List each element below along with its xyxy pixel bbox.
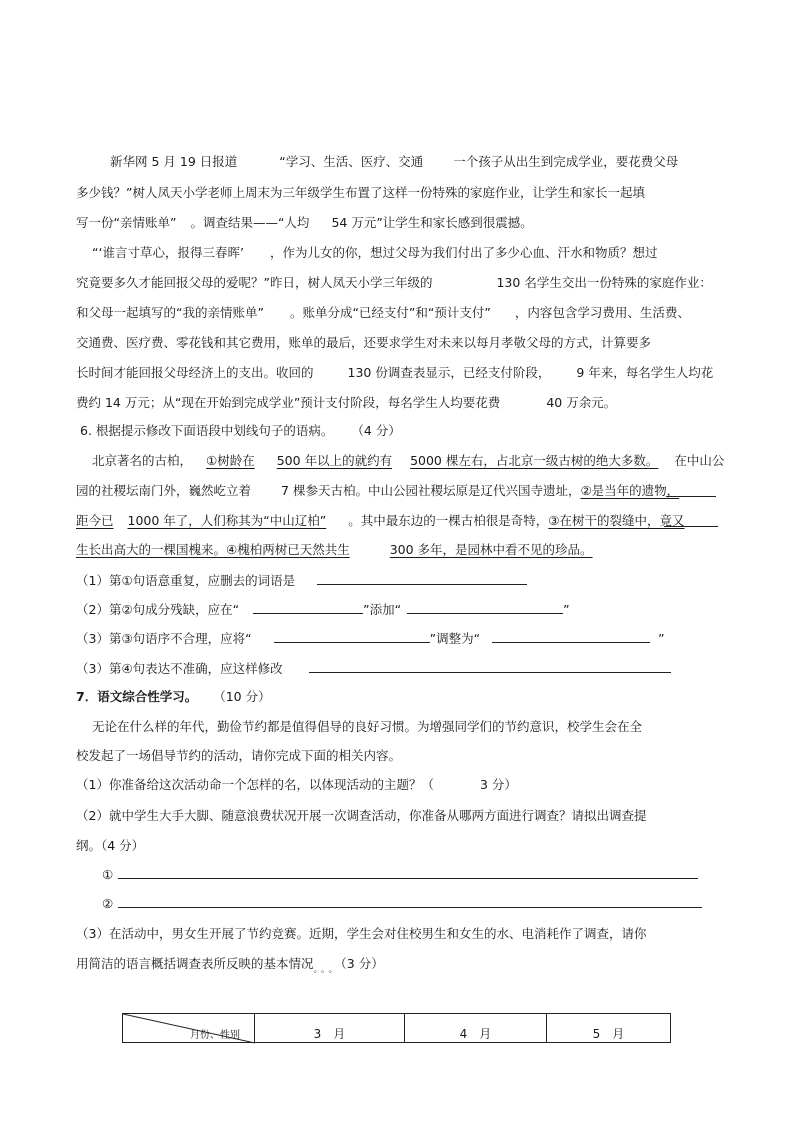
answer-blank[interactable] (407, 601, 563, 614)
passage-line-3 (76, 215, 533, 231)
outline-answer-line-1[interactable] (118, 878, 698, 879)
outline-answer-line-2[interactable] (118, 907, 702, 908)
passage-text: 。账单分成“已经支付”和“预计支付” (289, 305, 491, 320)
question-text: ”添加“ (363, 602, 402, 617)
question-score: （10 分） (213, 689, 271, 704)
outline-item-2 (102, 896, 113, 912)
question-text: ” (658, 631, 665, 646)
question-text: ”调整为“ (429, 631, 481, 646)
underlined-sentence-2: ②是当年的遗物， (580, 483, 680, 498)
table-header-cell: 4 月 (405, 1014, 547, 1043)
q7-subquestion-2-cont: 纲。（4 分） (76, 838, 145, 853)
q6-subquestion-4 (76, 660, 671, 677)
table-corner-cell (123, 1014, 255, 1043)
passage-text: “‘谁言寸草心，报得三春晖’ (92, 245, 244, 260)
underline-continuation (664, 526, 718, 527)
passage-line-4 (92, 245, 657, 261)
passage-text: ，内容包含学习费用、生活费、 (514, 305, 690, 320)
outline-item-1 (102, 867, 113, 883)
underlined-sentence-2-cont (76, 513, 326, 528)
emphasis-dots: 。。。 (313, 965, 341, 975)
underlined-text: 5000 棵左右，占北京一级古树的绝大多数。 (410, 453, 659, 468)
circled-number: ② (102, 896, 114, 911)
question-6-title (80, 423, 401, 439)
underlined-text: ①树龄在 (206, 453, 255, 468)
question-text: 3 分） (479, 777, 517, 792)
question-text: （3）第④句表达不准确，应这样修改 (76, 661, 283, 676)
question-text: 6. 根据提示修改下面语段中划线句子的语病。 (80, 423, 334, 438)
circled-number: ① (102, 867, 114, 882)
underlined-sentence-3: ③在树干的裂缝中，竟又 (548, 513, 685, 528)
question-text: 7．语文综合性学习。 (76, 689, 198, 704)
underlined-text: 300 多年，是园林中看不见的珍品。 (389, 542, 593, 557)
underlined-text: 1000 年了，人们称其为“中山辽柏” (127, 513, 327, 528)
q6-subquestion-1 (76, 572, 527, 589)
passage-text: 费约 14 万元；从“现在开始到完成学业”预计支付阶段，每名学生人均要花费 (76, 395, 501, 410)
table-header-cell: 5 月 (547, 1014, 671, 1043)
passage-line-9 (76, 395, 616, 411)
passage-text: 究竟要多久才能回报父母的爱呢？”昨日，树人凤天小学三年级的 (76, 275, 433, 290)
question-text: （3）第③句语序不合理，应将“ (76, 631, 252, 646)
q6-paragraph-line-2 (76, 483, 679, 499)
passage-line-5 (76, 275, 712, 291)
passage-line-7: 交通费、医疗费、零花钱和其它费用，账单的最后，还要求学生对未来以每月孝敬父母的方式，计算要多 (76, 335, 652, 350)
underlined-sentence-4 (76, 542, 593, 557)
q7-subquestion-3-cont (76, 956, 384, 978)
answer-blank[interactable] (317, 572, 527, 585)
passage-text: ，作为儿女的你，想过父母为我们付出了多少心血、汗水和物质？想过 (269, 245, 658, 260)
answer-blank[interactable] (492, 630, 650, 643)
passage-line-8 (76, 365, 713, 381)
passage-line-1 (110, 154, 678, 170)
paragraph-text: 在中山公 (674, 453, 725, 468)
passage-text: 9 年来，每名学生人均花 (576, 365, 714, 380)
passage-line-6 (76, 305, 690, 321)
answer-blank[interactable] (309, 660, 671, 673)
q7-subquestion-2: （2）就中学生大手大脚、随意浪费状况开展一次调查活动，你准备从哪两方面进行调查？请拟出调查提 (76, 808, 647, 823)
underlined-text: 生长出高大的一棵国槐来。④槐柏两树已天然共生 (76, 542, 350, 557)
question-text: 用简洁的语言概括调查表所反映的基本情况 (76, 956, 314, 971)
underlined-text: 距今已 (76, 513, 114, 528)
passage-text: 54 万元”让学生和家长感到很震撼。 (331, 215, 533, 230)
table-header-cell: 3 月 (255, 1014, 405, 1043)
q7-intro-line-2: 校发起了一场倡导节约的活动，请你完成下面的相关内容。 (76, 748, 402, 763)
q7-intro-line-1: 无论在什么样的年代，勤俭节约都是值得倡导的良好习惯。为增强同学们的节约意识，校学生会在全 (92, 719, 643, 734)
q6-subquestion-2 (76, 601, 570, 618)
question-text: （1）第①句语意重复，应删去的词语是 (76, 573, 296, 588)
passage-text: 40 万余元。 (546, 395, 617, 410)
answer-blank[interactable] (253, 601, 363, 614)
passage-text: 130 份调查表显示，已经支付阶段， (347, 365, 551, 380)
paragraph-text: 园的社稷坛南门外，巍然屹立着 (76, 483, 252, 498)
q6-subquestion-3 (76, 630, 665, 647)
q6-paragraph-line-1 (92, 453, 724, 469)
passage-text: “学习、生活、医疗、交通 (279, 154, 424, 169)
q6-paragraph-line-3 (76, 513, 685, 529)
passage-text: 长时间才能回报父母经济上的支出。收回的 (76, 365, 314, 380)
passage-text: 写一份“亲情账单” (76, 215, 177, 230)
paragraph-text: 7 棵参天古柏。中山公园社稷坛原是辽代兴国寺遗址， (281, 483, 581, 498)
question-text: ” (563, 602, 570, 617)
underline-continuation (666, 496, 716, 497)
question-text: （1）你准备给这次活动命一个怎样的名，以体现活动的主题？（ (76, 777, 434, 792)
underlined-text: 500 年以上的就约有 (276, 453, 393, 468)
q7-subquestion-3: （3）在活动中，男女生开展了节约竞赛。近期，学生会对住校男生和女生的水、电消耗作了调查，请你 (76, 926, 647, 941)
passage-text: 和父母一起填写的“我的亲情账单” (76, 305, 264, 320)
passage-line-2: 多少钱？”树人凤天小学老师上周末为三年级学生布置了这样一份特殊的家庭作业，让学生和家长一起填 (76, 185, 645, 200)
table-header-row (123, 1014, 671, 1043)
answer-blank[interactable] (274, 630, 430, 643)
passage-text: 一个孩子从出生到完成学业，要花费父母 (453, 154, 679, 169)
survey-table (122, 1013, 671, 1043)
question-score: （4 分） (351, 423, 401, 438)
corner-label: 月份、性别 (190, 1030, 240, 1041)
q6-paragraph-line-4 (76, 542, 593, 558)
question-text: （2）第②句成分残缺，应在“ (76, 602, 240, 617)
paragraph-text: 北京著名的古柏， (92, 453, 193, 468)
underlined-sentence-1 (206, 453, 658, 468)
q7-subquestion-1 (76, 777, 517, 793)
paragraph-text: 。其中最东边的一棵古柏很是奇特， (348, 513, 549, 528)
passage-text: 新华网 5 月 19 日报道 (110, 154, 238, 169)
question-7-title (76, 689, 271, 705)
passage-text: 130 名学生交出一份特殊的家庭作业： (496, 275, 712, 290)
question-score: （3 分） (340, 956, 384, 971)
passage-text: 。调查结果——“人均 (190, 215, 310, 230)
